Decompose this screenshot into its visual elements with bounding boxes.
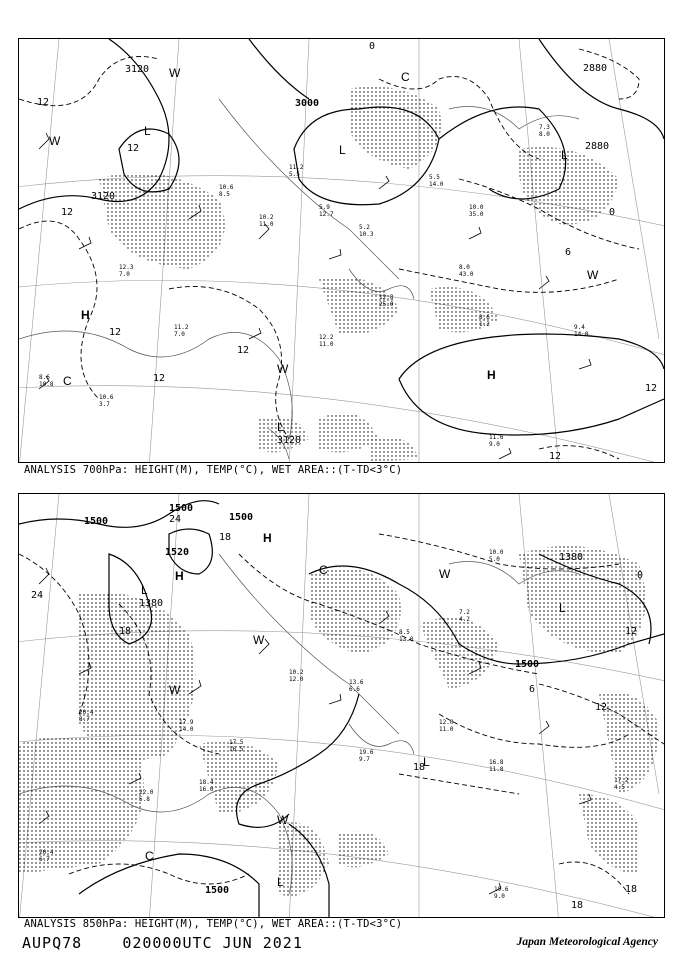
map-700hpa (19, 39, 664, 462)
temp-label: 12 (645, 383, 658, 394)
high-center: H (175, 569, 184, 583)
svg-text:17.2: 17.2 (614, 777, 629, 784)
height-label: 2880 (583, 63, 608, 74)
height-label: 3120 (125, 64, 150, 75)
svg-text:8.0: 8.0 (539, 131, 550, 138)
temp-label: 6 (529, 684, 536, 695)
svg-text:16.5: 16.5 (229, 746, 244, 753)
svg-text:9.7: 9.7 (359, 756, 370, 763)
temp-label: 0 (609, 207, 616, 218)
chart-850hpa (18, 493, 665, 918)
svg-text:11.0: 11.0 (439, 726, 454, 733)
svg-text:5.5: 5.5 (289, 171, 300, 178)
low-center: L (561, 148, 568, 162)
svg-text:8.0: 8.0 (459, 264, 470, 271)
svg-text:11.2: 11.2 (289, 164, 304, 171)
svg-text:9.4: 9.4 (574, 324, 585, 331)
svg-text:12.0: 12.0 (439, 719, 454, 726)
high-center: H (81, 308, 90, 322)
temp-label: 12 (153, 373, 166, 384)
temp-label: 12 (127, 143, 140, 154)
svg-text:7.3: 7.3 (539, 124, 550, 131)
temp-label: 24 (169, 514, 182, 525)
height-label: 3120 (91, 191, 116, 202)
svg-text:5.9: 5.9 (319, 204, 330, 211)
svg-text:8.5: 8.5 (399, 629, 410, 636)
svg-text:16.8: 16.8 (489, 759, 504, 766)
svg-text:9.0: 9.0 (489, 441, 500, 448)
height-label: 1520 (165, 547, 190, 558)
svg-text:18.4: 18.4 (199, 779, 214, 786)
svg-text:10.6: 10.6 (99, 394, 114, 401)
height-label: 3000 (295, 98, 320, 109)
svg-text:13.0: 13.0 (399, 636, 414, 643)
svg-text:10.2: 10.2 (289, 669, 304, 676)
agency-name: Japan Meteorological Agency (516, 936, 658, 948)
temp-label: 18 (119, 626, 132, 637)
station-plots-700 (39, 124, 589, 448)
temp-label: 12 (237, 345, 250, 356)
svg-text:4.5: 4.5 (614, 784, 625, 791)
svg-text:10.0: 10.0 (489, 549, 504, 556)
svg-text:22.0: 22.0 (139, 789, 154, 796)
svg-text:20.4: 20.4 (39, 849, 54, 856)
svg-text:19.6: 19.6 (494, 886, 509, 893)
height-label: 2880 (585, 141, 610, 152)
height-label: 1500 (205, 885, 230, 896)
caption-700hpa: ANALYSIS 700hPa: HEIGHT(M), TEMP(°C), WET AREA::(T-TD<3°C) (24, 464, 403, 476)
temp-label: 18 (571, 900, 584, 911)
warm-center: W (49, 134, 61, 148)
svg-text:7.0: 7.0 (174, 331, 185, 338)
height-label: 1380 (139, 598, 164, 609)
svg-text:11.0: 11.0 (319, 341, 334, 348)
temp-label: 12 (37, 97, 50, 108)
height-label: 1500 (229, 512, 254, 523)
warm-center: W (169, 683, 181, 697)
svg-text:12.2: 12.2 (319, 334, 334, 341)
svg-text:11.2: 11.2 (174, 324, 189, 331)
wet-areas-850 (19, 546, 659, 896)
svg-text:43.0: 43.0 (459, 271, 474, 278)
map-850hpa (19, 494, 664, 917)
temp-label: 0 (637, 570, 644, 581)
svg-text:10.8: 10.8 (39, 381, 54, 388)
low-center: L (277, 420, 284, 434)
svg-text:13.6: 13.6 (349, 679, 364, 686)
temp-label: 12 (549, 451, 562, 462)
svg-text:35.0: 35.0 (469, 211, 484, 218)
temp-label: 6 (565, 247, 572, 258)
svg-text:12.0: 12.0 (289, 676, 304, 683)
temp-label: 18 (625, 884, 638, 895)
svg-text:14.0: 14.0 (574, 331, 589, 338)
chart-700hpa (18, 38, 665, 463)
high-center: H (487, 368, 496, 382)
valid-time: 020000UTC JUN 2021 (122, 934, 303, 952)
svg-text:12.3: 12.3 (119, 264, 134, 271)
svg-text:8.6: 8.6 (39, 374, 50, 381)
low-center: L (559, 601, 566, 615)
warm-center: W (253, 633, 265, 647)
svg-text:20.4: 20.4 (79, 709, 94, 716)
svg-text:12.7: 12.7 (319, 211, 334, 218)
svg-text:14.0: 14.0 (179, 726, 194, 733)
svg-text:4.2: 4.2 (459, 616, 470, 623)
svg-text:16.0: 16.0 (199, 786, 214, 793)
svg-text:17.5: 17.5 (229, 739, 244, 746)
svg-text:8.6: 8.6 (479, 314, 490, 321)
low-center: L (339, 143, 346, 157)
svg-text:10.6: 10.6 (219, 184, 234, 191)
svg-text:19.6: 19.6 (359, 749, 374, 756)
low-center: L (277, 875, 284, 889)
high-center: H (263, 531, 272, 545)
cold-center: C (401, 70, 410, 84)
cold-center: C (145, 849, 154, 863)
low-center: L (423, 755, 430, 769)
svg-text:14.0: 14.0 (429, 181, 444, 188)
svg-text:5.0: 5.0 (489, 556, 500, 563)
svg-text:7.2: 7.2 (459, 609, 470, 616)
svg-text:17.9: 17.9 (179, 719, 194, 726)
svg-text:10.3: 10.3 (359, 231, 374, 238)
warm-center: W (277, 362, 289, 376)
svg-text:8.5: 8.5 (219, 191, 230, 198)
height-label: 1500 (169, 503, 194, 514)
temp-label: 12 (625, 626, 638, 637)
svg-text:11.6: 11.6 (489, 434, 504, 441)
temp-label: 0 (369, 41, 376, 52)
height-label: 1500 (84, 516, 109, 527)
warm-center: W (587, 268, 599, 282)
low-center: L (144, 124, 151, 138)
warm-center: W (169, 66, 181, 80)
temp-label: 24 (31, 590, 44, 601)
svg-text:3.7: 3.7 (99, 401, 110, 408)
temp-label: 12 (109, 327, 122, 338)
temp-label: 18 (413, 762, 426, 773)
cold-center: C (319, 563, 328, 577)
height-label: 3120 (277, 435, 302, 446)
temp-label: 12 (61, 207, 74, 218)
svg-text:10.0: 10.0 (469, 204, 484, 211)
svg-text:9.0: 9.0 (494, 893, 505, 900)
svg-text:11.0: 11.0 (259, 221, 274, 228)
svg-text:5.5: 5.5 (429, 174, 440, 181)
warm-center: W (439, 567, 451, 581)
svg-text:7.0: 7.0 (119, 271, 130, 278)
chart-code: AUPQ78 (22, 934, 83, 952)
low-center: L (141, 583, 148, 597)
svg-text:6.6: 6.6 (349, 686, 360, 693)
temp-label: 18 (219, 532, 232, 543)
temp-labels-700 (37, 41, 657, 462)
height-label: 1380 (559, 552, 584, 563)
svg-text:11.8: 11.8 (489, 766, 504, 773)
svg-text:5.2: 5.2 (359, 224, 370, 231)
warm-center: W (277, 813, 289, 827)
svg-text:10.2: 10.2 (259, 214, 274, 221)
chart-code-line (22, 934, 303, 952)
svg-text:5.8: 5.8 (139, 796, 150, 803)
svg-text:12.8: 12.8 (379, 294, 394, 301)
caption-850hpa: ANALYSIS 850hPa: HEIGHT(M), TEMP(°C), WET AREA::(T-TD<3°C) (24, 918, 403, 930)
svg-text:8.7: 8.7 (79, 716, 90, 723)
svg-text:6.7: 6.7 (39, 856, 50, 863)
height-label: 1500 (515, 659, 540, 670)
svg-text:1.2: 1.2 (479, 321, 490, 328)
svg-text:25.0: 25.0 (379, 301, 394, 308)
temp-label: 12 (595, 702, 608, 713)
cold-center: C (63, 374, 72, 388)
